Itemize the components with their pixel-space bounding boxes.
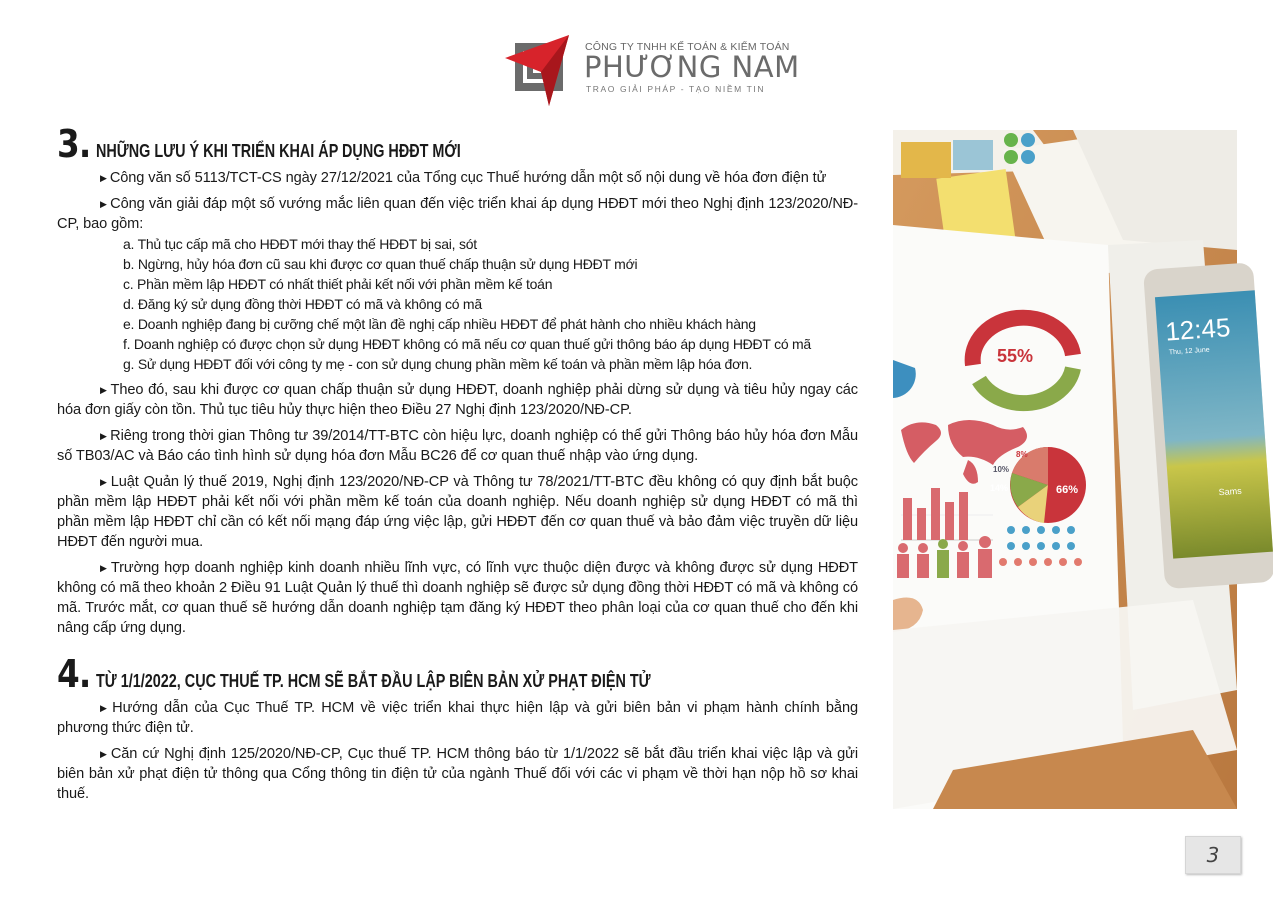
pct-14-label: 14% bbox=[990, 483, 1009, 493]
bullet-arrow-icon: ▶ bbox=[100, 385, 108, 395]
page-number-box bbox=[1185, 836, 1241, 874]
bullet-arrow-icon: ▶ bbox=[100, 563, 108, 573]
sub-list-item: g. Sử dụng HĐĐT đối với công ty mẹ - con sử dụng chung phần mềm kế toán và phần mềm lập hóa đơn. bbox=[123, 356, 753, 372]
pct-55-label: 55% bbox=[997, 346, 1034, 366]
pct-66-label: 66% bbox=[1056, 484, 1079, 496]
bullet-arrow-icon: ▶ bbox=[100, 749, 108, 759]
infographic-photo bbox=[893, 130, 1242, 809]
main-content bbox=[57, 124, 858, 810]
tablet-clock: 12:45 bbox=[1164, 312, 1232, 347]
company-logo bbox=[505, 34, 800, 108]
section-3 bbox=[57, 124, 858, 638]
section-4-title: TỪ 1/1/2022, CỤC THUẾ TP. HCM SẼ BẮT ĐẦU LẬP BIÊN BẢN XỬ PHẠT ĐIỆN TỬ bbox=[96, 671, 651, 691]
list-item: ▶ Theo đó, sau khi được cơ quan chấp thuận sử dụng HĐĐT, doanh nghiệp phải dừng sử dụng và tiêu hủy ngay các hóa đơn giấy còn tồn. Thủ tục tiêu hủy thực hiện theo Điều 27 Nghị định 123/2020/NĐ-CP. bbox=[57, 382, 858, 418]
section-3-heading bbox=[57, 124, 858, 164]
pct-8-label: 8% bbox=[1016, 450, 1028, 459]
list-item: ▶ Trường hợp doanh nghiệp kinh doanh nhiều lĩnh vực, có lĩnh vực thuộc diện được và không được sử dụng HĐĐT không có mã theo khoản 2 Điều 91 Luật Quản lý thuế thì doanh nghiệp sẽ được sử dụng đồng thời HĐĐT có mã và không có mã. Trước mắt, cơ quan thuế sẽ hướng dẫn doanh nghiệp tạm đăng ký HĐĐT theo phân loại của cơ quan thuế cho đến khi nâng cấp ứng dụng. bbox=[57, 560, 858, 636]
brand-name: PHƯƠNG NAM bbox=[584, 50, 800, 84]
section-4-number: 4. bbox=[57, 652, 91, 696]
bullet-arrow-icon: ▶ bbox=[100, 477, 108, 487]
section-4 bbox=[57, 654, 858, 804]
sub-list bbox=[123, 234, 858, 374]
list-item: ▶ Công văn giải đáp một số vướng mắc liên quan đến việc triển khai áp dụng HĐĐT mới theo Nghị định 123/2020/NĐ-CP, bao gồm: bbox=[57, 196, 858, 232]
bullet-arrow-icon: ▶ bbox=[100, 199, 108, 209]
tablet-brand: Sams bbox=[1218, 485, 1242, 498]
list-item: ▶ Công văn số 5113/TCT-CS ngày 27/12/2021 của Tổng cục Thuế hướng dẫn một số nội dung về hóa đơn điện tử bbox=[100, 170, 827, 186]
slogan: TRAO GIẢI PHÁP - TẠO NIỀM TIN bbox=[586, 84, 766, 94]
company-type-label: CÔNG TY TNHH KẾ TOÁN & KIỂM TOÁN bbox=[585, 41, 790, 53]
list-item: ▶ Luật Quản lý thuế 2019, Nghị định 123/2020/NĐ-CP và Thông tư 78/2021/TT-BTC đều không có quy định bắt buộc phần mềm lập HĐĐT phải kết nối với phần mềm kế toán của doanh nghiệp. Nếu doanh nghiệp sử dụng HĐĐT có mã thì phần mềm lập HĐĐT chỉ cần có kết nối mạng đáp ứng việc lập, gửi HĐĐT đến cơ quan thuế và bảo đảm việc truyền dữ liệu HĐĐT đến người mua. bbox=[57, 474, 858, 550]
logo-mark-icon bbox=[505, 34, 585, 108]
list-item: ▶ Căn cứ Nghị định 125/2020/NĐ-CP, Cục thuế TP. HCM thông báo từ 1/1/2022 sẽ bắt đầu triển khai việc lập và gửi biên bản xử phạt điện tử thông qua Cổng thông tin điện tử của ngành Thuế đối với các vi phạm về thời hạn nộp hồ sơ khai thuế. bbox=[57, 746, 858, 802]
sub-list-item: c. Phần mềm lập HĐĐT có nhất thiết phải kết nối với phần mềm kế toán bbox=[123, 276, 553, 292]
list-item: ▶ Hướng dẫn của Cục Thuế TP. HCM về việc triển khai thực hiện lập và gửi biên bản vi phạm hành chính bằng phương thức điện tử. bbox=[57, 700, 858, 736]
bullet-arrow-icon: ▶ bbox=[100, 173, 107, 183]
tablet-date: Thu, 12 June bbox=[1168, 346, 1210, 357]
sub-list-item: e. Doanh nghiệp đang bị cưỡng chế một lần đề nghị cấp nhiều HĐĐT để phát hành cho nhiều khách hàng bbox=[123, 316, 756, 332]
bullet-arrow-icon: ▶ bbox=[100, 703, 110, 713]
sub-list-item: f. Doanh nghiệp có được chọn sử dụng HĐĐT không có mã nếu cơ quan thuế gửi thông báo áp dụng HĐĐT có mã bbox=[123, 336, 811, 352]
list-item: ▶ Riêng trong thời gian Thông tư 39/2014/TT-BTC còn hiệu lực, doanh nghiệp có thể gửi Thông báo hủy hóa đơn Mẫu số TB03/AC và Báo cáo tình hình sử dụng hóa đơn Mẫu BC26 để cơ quan thuế nhập vào ứng dụng. bbox=[57, 428, 858, 464]
section-4-heading bbox=[57, 654, 858, 694]
sub-list-item: b. Ngừng, hủy hóa đơn cũ sau khi được cơ quan thuế chấp thuận sử dụng HĐĐT mới bbox=[123, 256, 638, 272]
sub-list-item: d. Đăng ký sử dụng đồng thời HĐĐT có mã và không có mã bbox=[123, 296, 482, 312]
section-3-title: NHỮNG LƯU Ý KHI TRIỂN KHAI ÁP DỤNG HĐĐT MỚI bbox=[96, 141, 461, 161]
bullet-arrow-icon: ▶ bbox=[100, 431, 108, 441]
infographic-illustration bbox=[893, 130, 1242, 809]
sub-list-item: a. Thủ tục cấp mã cho HĐĐT mới thay thế HĐĐT bị sai, sót bbox=[123, 236, 477, 252]
page-number: 3 bbox=[1206, 843, 1220, 867]
pct-10-label: 10% bbox=[993, 465, 1010, 474]
section-3-number: 3. bbox=[57, 122, 91, 166]
